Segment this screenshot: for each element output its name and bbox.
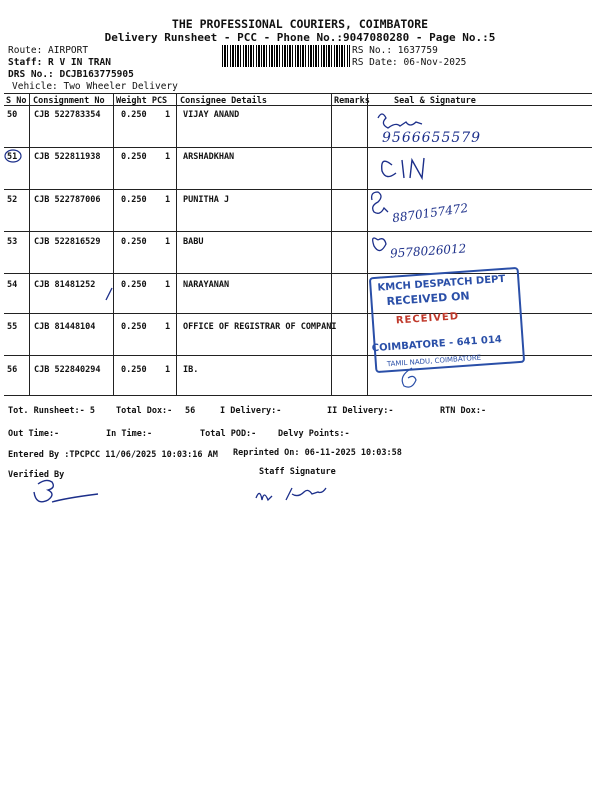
row-pcs: 1 <box>165 322 171 332</box>
staff-label: Staff: R V IN TRAN <box>8 57 111 68</box>
stamp-line: TAMIL NADU, COIMBATORE <box>386 353 482 369</box>
route-label: Route: AIRPORT <box>8 45 89 56</box>
row-consignment: CJB 522787006 <box>34 195 101 205</box>
total-dox-value: 56 <box>185 406 196 416</box>
handwritten-phone: 8870157472 <box>391 200 469 226</box>
row-consignee: BABU <box>183 237 204 247</box>
i-delivery: I Delivery:- <box>220 406 282 416</box>
row-consignee: ARSHADKHAN <box>183 152 235 162</box>
stamp-line: COIMBATORE - 641 014 <box>371 334 503 355</box>
handwritten-phone: 9578026012 <box>389 241 467 261</box>
signature-scribble <box>372 192 388 213</box>
row-weight: 0.250 <box>121 152 147 162</box>
rs-date: RS Date: 06-Nov-2025 <box>352 57 467 68</box>
row-consignment: CJB 522811938 <box>34 152 101 162</box>
row-weight: 0.250 <box>121 322 147 332</box>
row-pcs: 1 <box>165 365 171 375</box>
row-consignee: OFFICE OF REGISTRAR OF COMPANI <box>183 322 337 332</box>
row-sno: 50 <box>7 110 18 120</box>
row-pcs: 1 <box>165 237 171 247</box>
row-consignment: CJB 522783354 <box>34 110 101 120</box>
check-mark <box>106 288 112 300</box>
vehicle-label: Vehicle: Two Wheeler Delivery <box>12 81 178 92</box>
row-weight: 0.250 <box>121 195 147 205</box>
row-sno: 52 <box>7 195 18 205</box>
rs-number: RS No.: 1637759 <box>352 45 438 56</box>
verified-signature <box>34 480 98 502</box>
drs-number: DRS No.: DCJB163775905 <box>8 69 134 80</box>
row-pcs: 1 <box>165 110 171 120</box>
out-time: Out Time:- <box>8 429 60 439</box>
ii-delivery: II Delivery:- <box>327 406 394 416</box>
row-consignee: IB. <box>183 365 199 375</box>
col-header-consignment: Consignment No <box>33 96 105 106</box>
delvy-points: Delvy Points:- <box>278 429 350 439</box>
row-sno: 56 <box>7 365 18 375</box>
row-consignee: VIJAY ANAND <box>183 110 240 120</box>
col-header-sno: S No <box>6 96 27 106</box>
handwritten-phone: 9566655579 <box>382 130 482 146</box>
row-consignee: PUNITHA J <box>183 195 230 205</box>
signature-scribble <box>382 158 424 178</box>
row-pcs: 1 <box>165 195 171 205</box>
received-stamp <box>369 267 525 373</box>
row-consignment: CJB 522816529 <box>34 237 101 247</box>
signature-scribble <box>378 114 422 128</box>
row-weight: 0.250 <box>121 110 147 120</box>
row-sno: 55 <box>7 322 18 332</box>
verified-by-label: Verified By <box>8 470 65 480</box>
in-time: In Time:- <box>106 429 153 439</box>
row-sno: 51 <box>7 152 18 162</box>
total-dox-label: Total Dox:- <box>116 406 173 416</box>
runsheet-subtitle: Delivery Runsheet - PCC - Phone No.:9047080280 - Page No.:5 <box>104 31 496 44</box>
row-sno: 53 <box>7 237 18 247</box>
row-weight: 0.250 <box>121 365 147 375</box>
entered-by: Entered By :TPCPCC 11/06/2025 10:03:16 AM <box>8 450 218 460</box>
row-sno: 54 <box>7 280 18 290</box>
row-consignee: NARAYANAN <box>183 280 230 290</box>
row-pcs: 1 <box>165 280 171 290</box>
row-consignment: CJB 81448104 <box>34 322 96 332</box>
row-consignment: CJB 522840294 <box>34 365 101 375</box>
company-title: THE PROFESSIONAL COURIERS, COIMBATORE <box>171 17 429 31</box>
stamp-line: RECEIVED ON <box>386 289 471 309</box>
total-pod: Total POD:- <box>200 429 257 439</box>
rtn-dox: RTN Dox:- <box>440 406 487 416</box>
stamp-date: RECEIVED <box>395 311 460 327</box>
col-header-consignee: Consignee Details <box>180 96 267 106</box>
row-consignment: CJB 81481252 <box>34 280 96 290</box>
col-header-remarks: Remarks <box>334 96 370 106</box>
row-weight: 0.250 <box>121 280 147 290</box>
circled-sno-mark <box>5 150 21 162</box>
staff-signature-label: Staff Signature <box>259 467 336 477</box>
row-weight: 0.250 <box>121 237 147 247</box>
col-header-weight-pcs: Weight PCS <box>116 96 168 106</box>
col-header-seal: Seal & Signature <box>394 96 476 106</box>
tot-runsheet: Tot. Runsheet:- 5 <box>8 406 95 416</box>
reprinted-on: Reprinted On: 06-11-2025 10:03:58 <box>233 448 402 458</box>
row-pcs: 1 <box>165 152 171 162</box>
staff-signature-scribble <box>256 488 326 500</box>
signature-scribble <box>373 238 386 251</box>
stamp-line: KMCH DESPATCH DEPT <box>377 273 506 294</box>
